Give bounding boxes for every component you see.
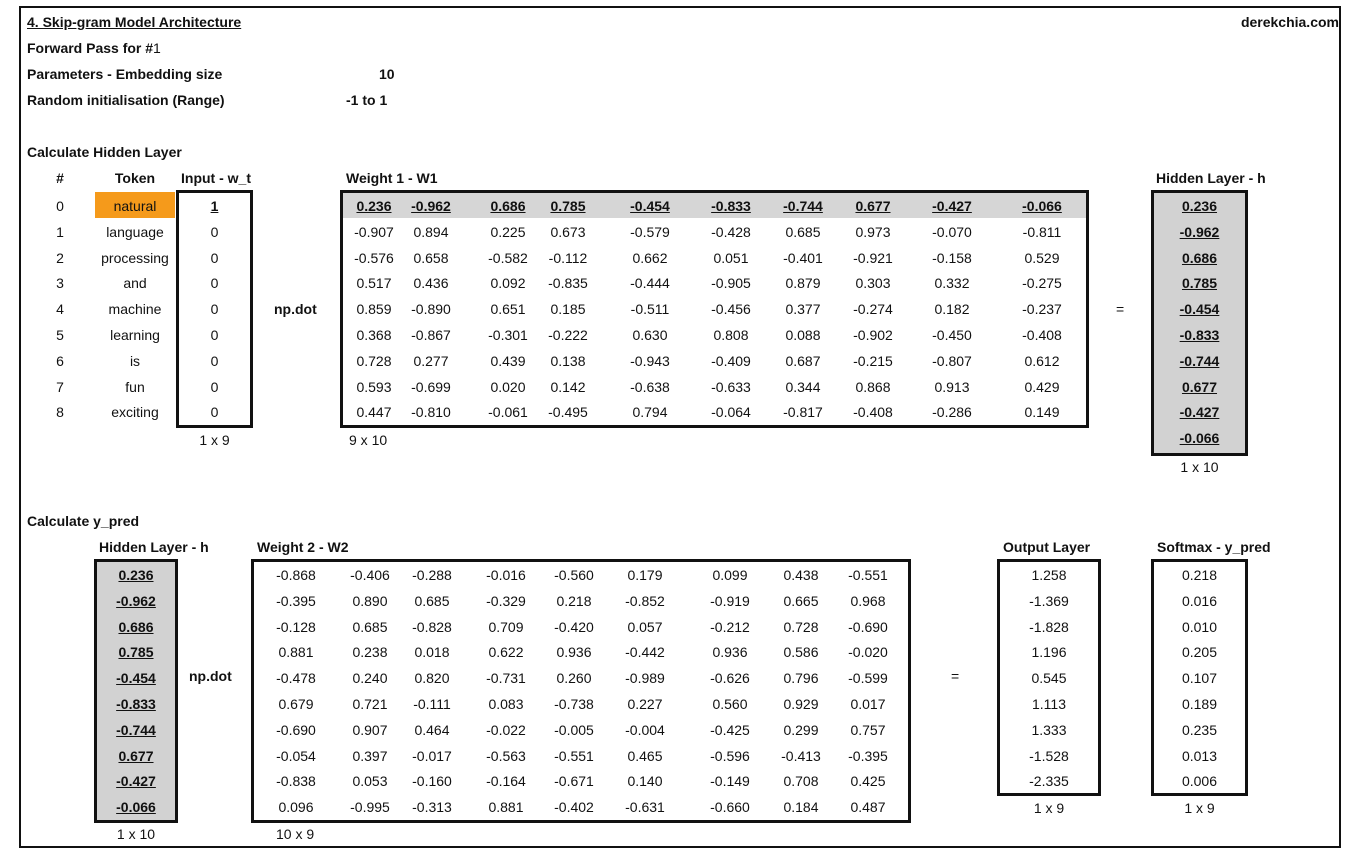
w1-cell: 0.368 — [356, 327, 392, 343]
hidden-value: 0.686 — [1181, 250, 1218, 266]
input-value: 0 — [210, 275, 219, 291]
w2-cell: -0.313 — [412, 799, 452, 815]
w2-cell: -0.212 — [710, 619, 750, 635]
w2-cell: -0.149 — [710, 773, 750, 789]
w2-cell: -0.690 — [276, 722, 316, 738]
w2-cell: -0.329 — [486, 593, 526, 609]
w2-cell: -0.020 — [848, 644, 888, 660]
row-index: 7 — [56, 379, 64, 395]
pred-hidden-value: -0.427 — [116, 773, 156, 789]
pred-section-title: Calculate y_pred — [27, 513, 140, 529]
output-value: -1.828 — [1029, 619, 1069, 635]
w1-cell: 0.377 — [785, 301, 821, 317]
w2-cell: -0.852 — [625, 593, 665, 609]
pred-hidden-value: 0.686 — [118, 619, 154, 635]
w2-cell: 0.425 — [850, 773, 886, 789]
input-value: 0 — [210, 379, 219, 395]
output-value: -2.335 — [1029, 773, 1069, 789]
w2-cell: -0.054 — [276, 748, 316, 764]
input-value: 0 — [210, 327, 219, 343]
w2-cell: -0.731 — [486, 670, 526, 686]
site-name: derekchia.com — [1240, 14, 1339, 30]
hidden-value: -0.744 — [1179, 353, 1220, 369]
w2-cell: 0.881 — [488, 799, 524, 815]
w1-cell: -0.962 — [411, 198, 451, 214]
page-title: 4. Skip-gram Model Architecture — [27, 14, 242, 30]
w2-cell: -0.660 — [710, 799, 750, 815]
w2-cell: -0.828 — [412, 619, 452, 635]
w2-cell: -0.599 — [848, 670, 888, 686]
w1-cell: 0.142 — [550, 379, 586, 395]
w1-cell: -0.274 — [853, 301, 893, 317]
hidden-shape: 1 x 10 — [1180, 459, 1219, 475]
hidden-section-title: Calculate Hidden Layer — [27, 144, 182, 160]
w1-cell: -0.576 — [354, 250, 394, 266]
w2-cell: 0.299 — [783, 722, 819, 738]
softmax-value: 0.235 — [1181, 722, 1218, 738]
w2-cell: 0.140 — [627, 773, 663, 789]
w2-cell: 0.685 — [352, 619, 388, 635]
w2-cell: -0.478 — [276, 670, 316, 686]
softmax-value: 0.013 — [1181, 748, 1218, 764]
w1-cell: -0.890 — [411, 301, 451, 317]
output-value: 1.113 — [1032, 696, 1066, 712]
row-index: 8 — [56, 404, 64, 420]
forward-pass-line — [27, 40, 161, 56]
w2-cell: 0.018 — [414, 644, 450, 660]
w2-cell: -0.919 — [710, 593, 750, 609]
forward-pass-label: Forward Pass for # — [27, 40, 154, 56]
w1-cell: -0.064 — [711, 404, 751, 420]
hidden-value: 0.677 — [1181, 379, 1218, 395]
w1-cell: 0.685 — [785, 224, 821, 240]
w1-cell: 0.436 — [413, 275, 449, 291]
w1-cell: 0.677 — [855, 198, 891, 214]
w2-cell: -0.596 — [710, 748, 750, 764]
output-value: 0.545 — [1031, 670, 1067, 686]
w2-cell: -0.442 — [625, 644, 665, 660]
w2-cell: 0.968 — [850, 593, 886, 609]
w2-cell: -0.402 — [554, 799, 594, 815]
w1-cell: 0.149 — [1024, 404, 1060, 420]
w2-cell: -0.160 — [412, 773, 452, 789]
row-index: 2 — [56, 250, 64, 266]
w1-cell: 0.303 — [855, 275, 891, 291]
softmax-value: 0.016 — [1181, 593, 1218, 609]
w1-cell: 0.859 — [356, 301, 392, 317]
w1-cell: 0.894 — [413, 224, 449, 240]
forward-pass-index: 1 — [153, 40, 161, 56]
w1-cell: -0.112 — [548, 250, 588, 266]
w2-cell: -0.838 — [276, 773, 316, 789]
w2-cell: 0.685 — [414, 593, 450, 609]
w1-cell: 0.429 — [1024, 379, 1060, 395]
w2-cell: -0.005 — [554, 722, 594, 738]
w2-cell: -0.425 — [710, 722, 750, 738]
w2-cell: 0.260 — [556, 670, 592, 686]
w1-cell: 0.658 — [413, 250, 449, 266]
w2-cell: 0.907 — [352, 722, 388, 738]
pred-hidden-header: Hidden Layer - h — [99, 539, 209, 555]
w1-cell: -0.811 — [1022, 224, 1062, 240]
w1-cell: -0.070 — [932, 224, 972, 240]
output-value: -1.528 — [1029, 748, 1069, 764]
w1-cell: 0.529 — [1024, 250, 1060, 266]
w2-cell: 0.179 — [627, 567, 663, 583]
w1-cell: -0.744 — [783, 198, 823, 214]
w2-cell: 0.586 — [783, 644, 819, 660]
w1-cell: -0.833 — [711, 198, 751, 214]
w1-cell: -0.905 — [711, 275, 751, 291]
init-value: -1 to 1 — [346, 92, 388, 108]
col-token-header: Token — [114, 170, 156, 186]
pred-hidden-value: -0.066 — [116, 799, 156, 815]
w2-cell: 0.227 — [627, 696, 663, 712]
output-value: 1.196 — [1031, 644, 1067, 660]
w1-cell: -0.495 — [548, 404, 588, 420]
w1-cell: -0.921 — [853, 250, 893, 266]
w1-cell: 0.879 — [785, 275, 821, 291]
w1-cell: -0.699 — [411, 379, 451, 395]
w1-cell: 0.185 — [550, 301, 586, 317]
w2-cell: -0.111 — [413, 696, 451, 712]
w2-cell: 0.438 — [783, 567, 819, 583]
softmax-shape: 1 x 9 — [1184, 800, 1215, 816]
w1-cell: -0.408 — [853, 404, 893, 420]
w1-cell: 0.913 — [934, 379, 970, 395]
input-value: 0 — [210, 250, 219, 266]
w2-cell: 0.881 — [278, 644, 314, 660]
w2-cell: 0.017 — [850, 696, 886, 712]
softmax-value: 0.189 — [1181, 696, 1218, 712]
w1-cell: 0.808 — [713, 327, 749, 343]
w2-cell: 0.053 — [352, 773, 388, 789]
row-index: 4 — [56, 301, 64, 317]
row-index: 6 — [56, 353, 64, 369]
w1-shape: 9 x 10 — [349, 432, 388, 448]
output-value: 1.258 — [1031, 567, 1067, 583]
softmax-value: 0.010 — [1181, 619, 1218, 635]
w1-cell: -0.582 — [488, 250, 528, 266]
output-header: Output Layer — [1003, 539, 1091, 555]
w2-cell: -0.551 — [848, 567, 888, 583]
w2-cell: -0.995 — [350, 799, 390, 815]
input-value: 0 — [210, 224, 219, 240]
hidden-value: 0.236 — [1181, 198, 1218, 214]
token-label: fun — [125, 379, 145, 395]
w1-cell: -0.061 — [488, 404, 528, 420]
w2-cell: 0.465 — [627, 748, 663, 764]
w1-cell: 0.593 — [356, 379, 392, 395]
softmax-value: 0.107 — [1181, 670, 1218, 686]
w2-cell: 0.728 — [783, 619, 819, 635]
w1-cell: -0.401 — [783, 250, 823, 266]
pred-hidden-value: -0.454 — [116, 670, 156, 686]
w1-cell: -0.902 — [853, 327, 893, 343]
w1-cell: -0.237 — [1022, 301, 1062, 317]
pred-hidden-value: 0.677 — [118, 748, 154, 764]
w1-cell: 0.088 — [785, 327, 821, 343]
token-label: natural — [113, 198, 157, 214]
pred-hidden-value: -0.962 — [116, 593, 156, 609]
w2-cell: -0.004 — [625, 722, 665, 738]
w1-cell: -0.286 — [932, 404, 972, 420]
w2-cell: 0.238 — [352, 644, 388, 660]
token-label: exciting — [111, 404, 159, 420]
embedding-label: Parameters - Embedding size — [27, 66, 223, 82]
w1-cell: -0.638 — [630, 379, 670, 395]
embedding-value: 10 — [379, 66, 395, 82]
w1-cell: 0.344 — [785, 379, 821, 395]
w2-cell: 0.218 — [556, 593, 592, 609]
input-value: 0 — [210, 301, 219, 317]
w2-cell: 0.936 — [712, 644, 748, 660]
hidden-value: 0.785 — [1181, 275, 1218, 291]
w2-cell: -0.395 — [276, 593, 316, 609]
w1-cell: 0.447 — [356, 404, 392, 420]
w2-header: Weight 2 - W2 — [257, 539, 349, 555]
w1-cell: -0.222 — [548, 327, 588, 343]
w1-cell: 0.517 — [356, 275, 392, 291]
output-shape: 1 x 9 — [1033, 800, 1065, 816]
hidden-value: -0.427 — [1179, 404, 1220, 420]
w1-cell: -0.066 — [1022, 198, 1062, 214]
w1-cell: 0.973 — [855, 224, 891, 240]
w2-cell: -0.016 — [486, 567, 526, 583]
w1-cell: -0.450 — [932, 327, 972, 343]
w2-cell: 0.099 — [712, 567, 748, 583]
w1-cell: -0.867 — [411, 327, 451, 343]
init-label: Random initialisation (Range) — [27, 92, 225, 108]
w2-cell: -0.690 — [848, 619, 888, 635]
w1-cell: -0.817 — [783, 404, 823, 420]
input-shape: 1 x 9 — [199, 432, 230, 448]
w1-header: Weight 1 - W1 — [346, 170, 438, 186]
w2-cell: -0.868 — [276, 567, 316, 583]
input-value: 0 — [210, 353, 219, 369]
token-label: language — [106, 224, 164, 240]
w1-cell: -0.454 — [630, 198, 670, 214]
w1-cell: 0.138 — [550, 353, 586, 369]
input-value: 0 — [210, 404, 219, 420]
w2-cell: 0.890 — [352, 593, 388, 609]
w2-cell: 0.709 — [488, 619, 524, 635]
np-dot-2: np.dot — [189, 668, 232, 684]
softmax-value: 0.218 — [1181, 567, 1218, 583]
w2-cell: 0.622 — [488, 644, 524, 660]
w2-cell: -0.288 — [412, 567, 452, 583]
pred-hidden-value: 0.785 — [118, 644, 154, 660]
w2-cell: 0.796 — [783, 670, 819, 686]
w1-cell: 0.051 — [713, 250, 749, 266]
w1-cell: 0.182 — [934, 301, 970, 317]
w2-cell: -0.560 — [554, 567, 594, 583]
pred-hidden-value: -0.744 — [116, 722, 156, 738]
w1-cell: -0.907 — [354, 224, 394, 240]
w2-cell: 0.487 — [850, 799, 886, 815]
w2-cell: 0.757 — [850, 722, 886, 738]
input-vector-box — [176, 190, 253, 428]
w2-cell: -0.128 — [276, 619, 316, 635]
w2-cell: 0.464 — [414, 722, 450, 738]
hidden-header: Hidden Layer - h — [1156, 170, 1266, 186]
w2-cell: 0.936 — [556, 644, 592, 660]
w1-cell: 0.868 — [855, 379, 891, 395]
w2-cell: -0.551 — [554, 748, 594, 764]
w1-cell: -0.275 — [1022, 275, 1062, 291]
row-index: 0 — [56, 198, 64, 214]
np-dot-1: np.dot — [274, 301, 317, 317]
w2-cell: 0.665 — [783, 593, 819, 609]
col-input-header: Input - w_t — [181, 170, 251, 186]
w2-cell: -0.626 — [710, 670, 750, 686]
row-index: 1 — [56, 224, 64, 240]
w1-cell: 0.673 — [550, 224, 586, 240]
w2-cell: -0.413 — [781, 748, 821, 764]
w2-cell: -0.022 — [486, 722, 526, 738]
w1-cell: -0.158 — [932, 250, 972, 266]
w2-shape: 10 x 9 — [276, 826, 315, 842]
w1-cell: 0.785 — [550, 198, 586, 214]
pred-hidden-shape: 1 x 10 — [116, 826, 156, 842]
w2-cell: 0.679 — [278, 696, 314, 712]
w2-cell: 0.096 — [278, 799, 314, 815]
softmax-header: Softmax - y_pred — [1157, 539, 1271, 555]
softmax-value: 0.006 — [1181, 773, 1218, 789]
output-value: -1.369 — [1029, 593, 1069, 609]
w2-cell: 0.560 — [712, 696, 748, 712]
w1-cell: 0.794 — [632, 404, 668, 420]
token-label: learning — [110, 327, 160, 343]
pred-hidden-value: 0.236 — [118, 567, 154, 583]
w2-cell: -0.989 — [625, 670, 665, 686]
w1-cell: -0.810 — [411, 404, 451, 420]
w2-cell: -0.563 — [486, 748, 526, 764]
w1-cell: 0.332 — [934, 275, 970, 291]
equals-1: = — [1116, 301, 1125, 317]
w2-cell: -0.420 — [554, 619, 594, 635]
hidden-value: -0.066 — [1179, 430, 1220, 446]
w1-cell: 0.651 — [490, 301, 526, 317]
output-value: 1.333 — [1031, 722, 1067, 738]
w1-cell: -0.301 — [488, 327, 528, 343]
equals-2: = — [951, 668, 960, 684]
w2-cell: 0.184 — [783, 799, 819, 815]
w2-cell: -0.631 — [625, 799, 665, 815]
w2-cell: -0.738 — [554, 696, 594, 712]
col-index-header: # — [56, 170, 64, 186]
w1-cell: 0.225 — [490, 224, 526, 240]
w1-cell: 0.612 — [1024, 353, 1060, 369]
w1-cell: 0.439 — [490, 353, 526, 369]
w2-cell: 0.397 — [352, 748, 388, 764]
w1-cell: -0.835 — [548, 275, 588, 291]
w2-cell: -0.017 — [412, 748, 452, 764]
w1-cell: -0.633 — [711, 379, 751, 395]
w1-cell: 0.277 — [413, 353, 449, 369]
w1-cell: -0.408 — [1022, 327, 1062, 343]
token-label: processing — [101, 250, 169, 266]
w1-cell: -0.428 — [711, 224, 751, 240]
w1-cell: -0.579 — [630, 224, 670, 240]
w1-cell: 0.728 — [356, 353, 392, 369]
w1-cell: -0.943 — [630, 353, 670, 369]
w1-cell: -0.215 — [853, 353, 893, 369]
w1-cell: 0.092 — [490, 275, 526, 291]
w2-cell: 0.083 — [488, 696, 524, 712]
w1-cell: -0.511 — [630, 301, 670, 317]
hidden-value: -0.454 — [1179, 301, 1220, 317]
w1-cell: 0.630 — [632, 327, 668, 343]
w1-cell: -0.427 — [932, 198, 972, 214]
w1-cell: 0.236 — [356, 198, 392, 214]
input-value: 1 — [210, 198, 219, 214]
w1-cell: -0.456 — [711, 301, 751, 317]
w1-cell: 0.687 — [785, 353, 821, 369]
w1-cell: -0.444 — [630, 275, 670, 291]
w1-cell: -0.409 — [711, 353, 751, 369]
hidden-value: -0.833 — [1179, 327, 1220, 343]
token-label: and — [123, 275, 147, 291]
w2-cell: 0.708 — [783, 773, 819, 789]
w2-cell: 0.240 — [352, 670, 388, 686]
w2-cell: 0.721 — [352, 696, 388, 712]
w1-cell: 0.686 — [490, 198, 526, 214]
w2-cell: -0.164 — [486, 773, 526, 789]
w1-cell: 0.020 — [490, 379, 526, 395]
softmax-value: 0.205 — [1181, 644, 1218, 660]
w2-cell: -0.406 — [350, 567, 390, 583]
hidden-value: -0.962 — [1179, 224, 1220, 240]
row-index: 5 — [56, 327, 64, 343]
pred-hidden-value: -0.833 — [116, 696, 156, 712]
w2-cell: -0.395 — [848, 748, 888, 764]
token-label: machine — [108, 301, 162, 317]
w2-cell: 0.820 — [414, 670, 450, 686]
token-label: is — [129, 353, 141, 369]
w2-cell: -0.671 — [554, 773, 594, 789]
row-index: 3 — [56, 275, 64, 291]
w1-cell: -0.807 — [932, 353, 972, 369]
w2-cell: 0.929 — [783, 696, 819, 712]
w2-cell: 0.057 — [627, 619, 663, 635]
w1-cell: 0.662 — [632, 250, 668, 266]
